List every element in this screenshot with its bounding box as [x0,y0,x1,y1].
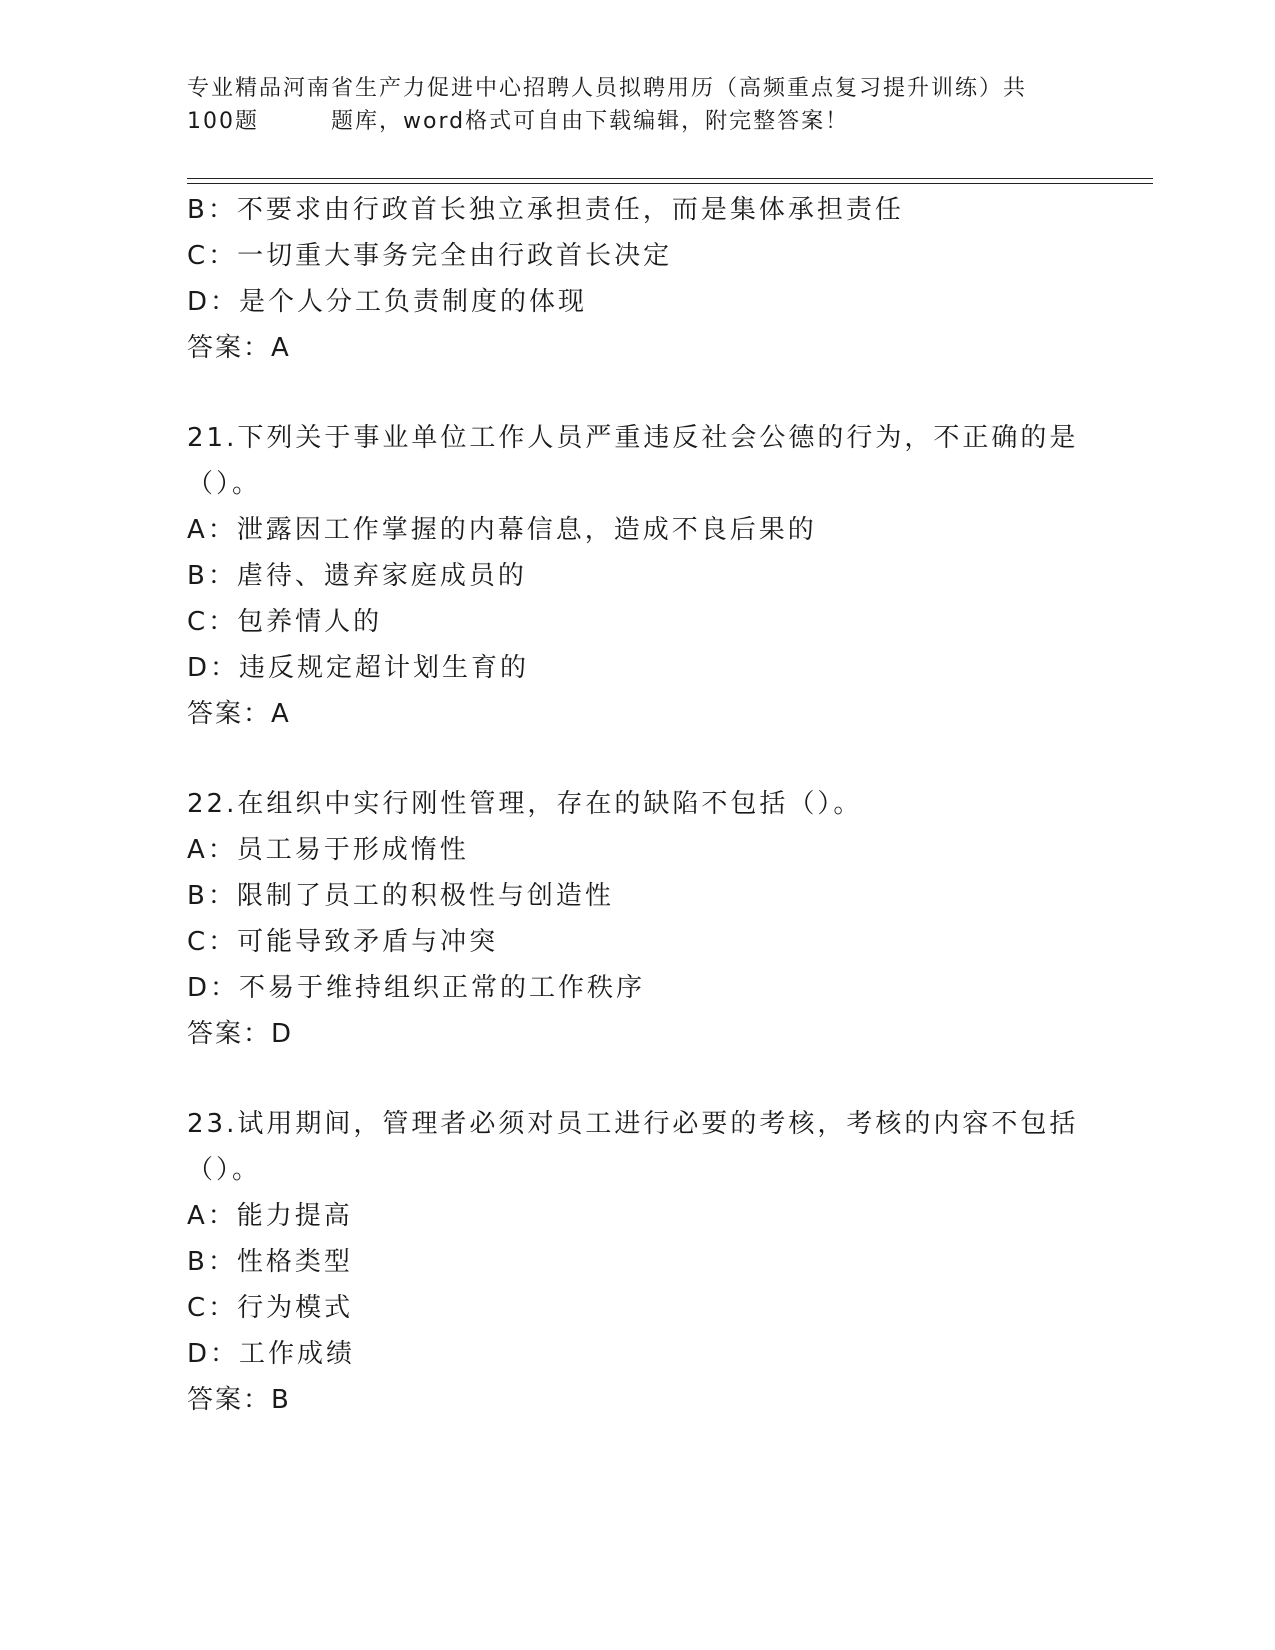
option-b: B：性格类型 [187,1247,353,1277]
answer-label: 答案：A [187,699,291,729]
header-line-1: 专业精品河南省生产力促进中心招聘人员拟聘用历（高频重点复习提升训练）共 [187,76,1028,101]
document-header [187,72,1087,138]
option-c: C：行为模式 [187,1293,354,1323]
question-stem: 21.下列关于事业单位工作人员严重违反社会公德的行为，不正确的是 [187,423,1079,453]
header-rule-bottom [187,183,1153,184]
question-block-23 [187,1101,1087,1423]
option-a: A：能力提高 [187,1201,353,1231]
header-count: 100题 [187,109,259,134]
option-b: B：不要求由行政首长独立承担责任，而是集体承担责任 [187,195,904,225]
question-block-21 [187,415,1087,737]
header-description: 题库，word格式可自由下载编辑，附完整答案！ [331,109,850,134]
question-stem-continued: （）。 [187,469,262,499]
question-stem: 23.试用期间，管理者必须对员工进行必要的考核，考核的内容不包括 [187,1109,1079,1139]
question-stem: 22.在组织中实行刚性管理，存在的缺陷不包括（）。 [187,789,863,819]
header-rule-top [187,178,1153,179]
question-block-22 [187,781,1087,1057]
option-d: D：违反规定超计划生育的 [187,653,530,683]
option-c: C：一切重大事务完全由行政首长决定 [187,241,673,271]
option-b: B：虐待、遗弃家庭成员的 [187,561,527,591]
option-a: A：员工易于形成惰性 [187,835,469,865]
option-c: C：包养情人的 [187,607,383,637]
answer-label: 答案：B [187,1385,291,1415]
question-stem-continued: （）。 [187,1155,262,1185]
option-a: A：泄露因工作掌握的内幕信息，造成不良后果的 [187,515,817,545]
header-line-2 [187,105,1087,138]
document-body [187,187,1087,1423]
option-d: D：不易于维持组织正常的工作秩序 [187,973,646,1003]
option-b: B：限制了员工的积极性与创造性 [187,881,614,911]
answer-label: 答案：A [187,333,291,363]
answer-label: 答案：D [187,1019,294,1049]
option-d: D：是个人分工负责制度的体现 [187,287,588,317]
question-block-20 [187,187,1087,371]
option-d: D：工作成绩 [187,1339,356,1369]
option-c: C：可能导致矛盾与冲突 [187,927,499,957]
